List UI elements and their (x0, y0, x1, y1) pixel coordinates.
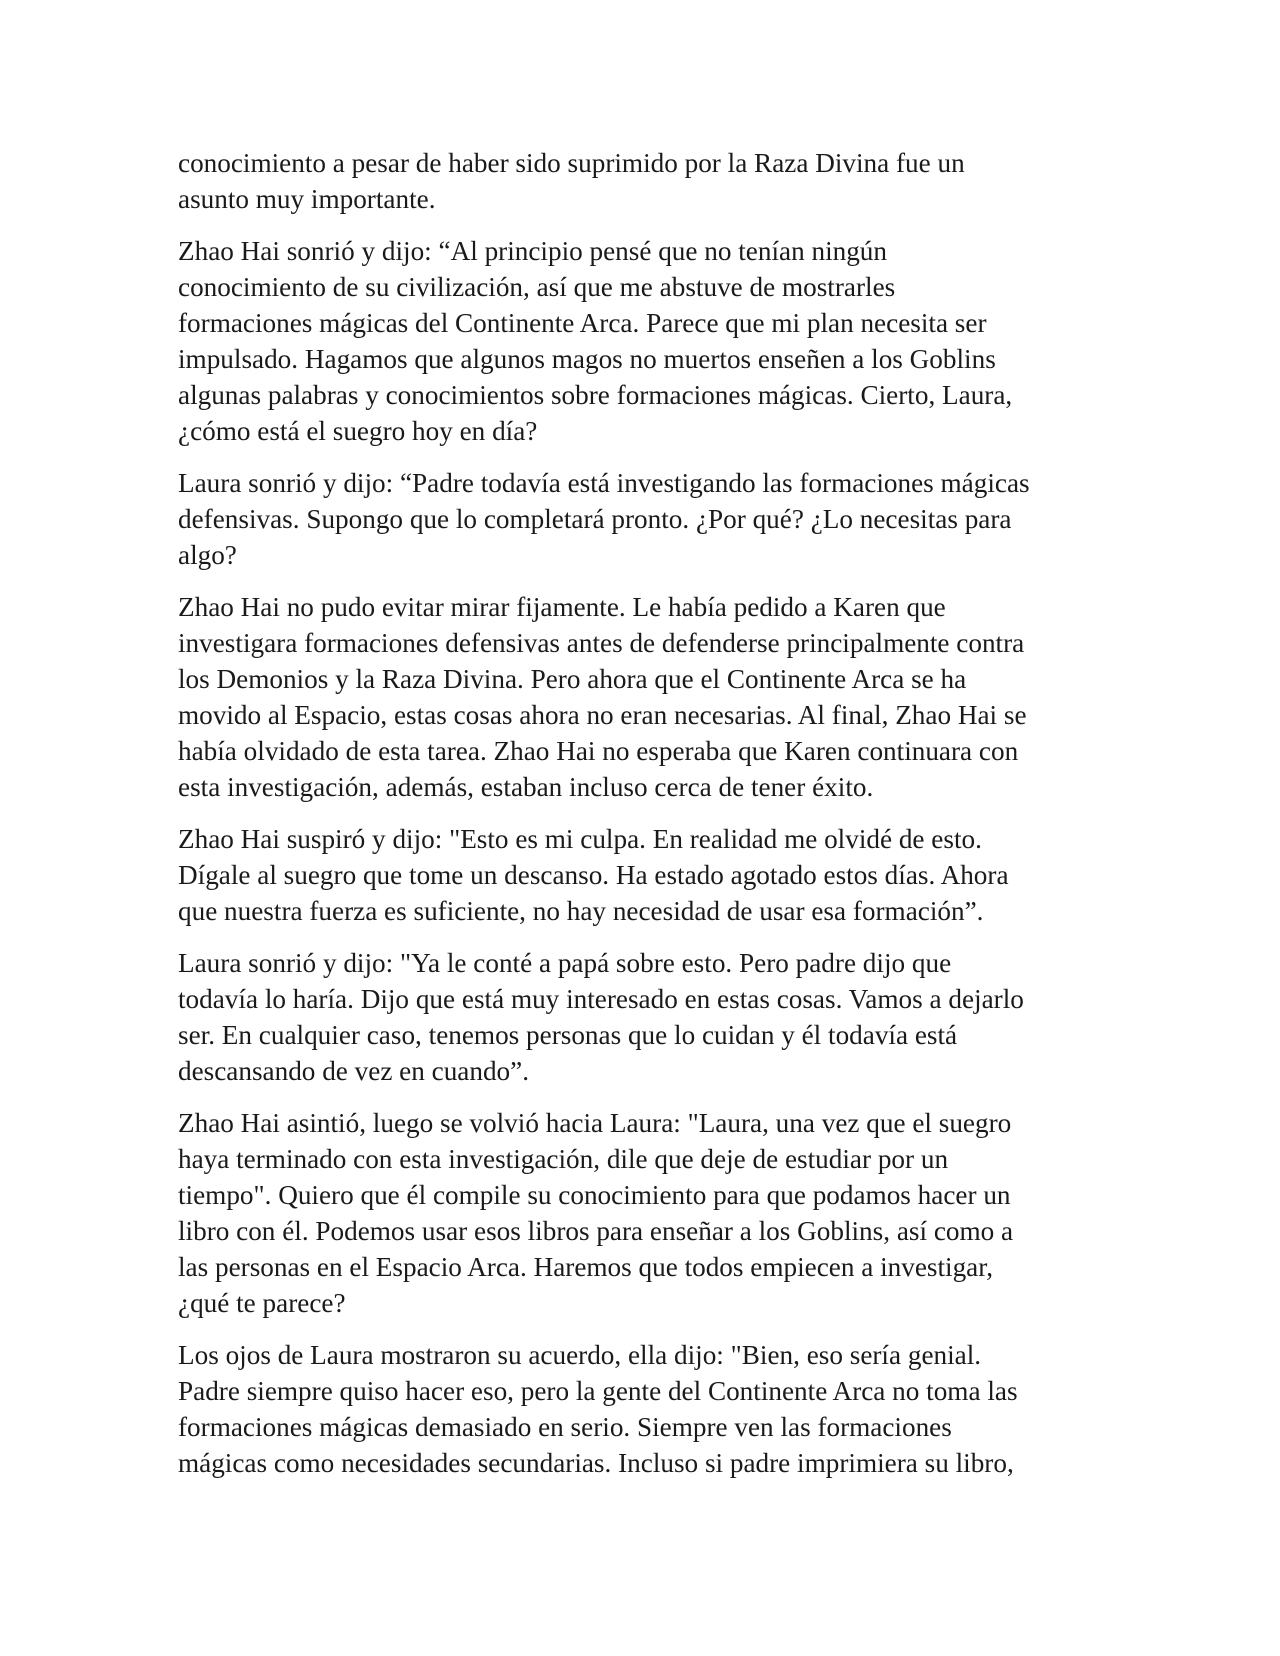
text-line: haya terminado con esta investigación, dile que deje de estudiar por un (178, 1144, 949, 1174)
text-line: formaciones mágicas demasiado en serio. Siempre ven las formaciones (178, 1412, 952, 1442)
text-line: tiempo". Quiero que él compile su conocimiento para que podamos hacer un (178, 1180, 1011, 1210)
text-line: descansando de vez en cuando”. (178, 1056, 530, 1086)
text-line: defensivas. Supongo que lo completará pronto. ¿Por qué? ¿Lo necesitas para (178, 504, 1012, 534)
text-line: libro con él. Podemos usar esos libros para enseñar a los Goblins, así como a (178, 1216, 1014, 1246)
text-line: mágicas como necesidades secundarias. Incluso si padre imprimiera su libro, (178, 1448, 1014, 1478)
text-line: ¿cómo está el suegro hoy en día? (178, 416, 538, 446)
text-line: formaciones mágicas del Continente Arca. Parece que mi plan necesita ser (178, 308, 987, 338)
paragraph (178, 1337, 1108, 1481)
text-line: las personas en el Espacio Arca. Haremos que todos empiecen a investigar, (178, 1252, 994, 1282)
text-line: todavía lo haría. Dijo que está muy interesado en estas cosas. Vamos a dejarlo (178, 984, 1024, 1014)
paragraph (178, 233, 1108, 449)
text-line: los Demonios y la Raza Divina. Pero ahora que el Continente Arca se ha (178, 664, 967, 694)
text-line: algo? (178, 540, 237, 570)
paragraph (178, 145, 1108, 217)
text-line: ser. En cualquier caso, tenemos personas que lo cuidan y él todavía está (178, 1020, 958, 1050)
paragraph (178, 589, 1108, 805)
text-line: Padre siempre quiso hacer eso, pero la gente del Continente Arca no toma las (178, 1376, 1018, 1406)
paragraph (178, 1105, 1108, 1321)
text-line: que nuestra fuerza es suficiente, no hay necesidad de usar esa formación”. (178, 896, 984, 926)
text-line: Los ojos de Laura mostraron su acuerdo, ella dijo: "Bien, eso sería genial. (178, 1340, 982, 1370)
paragraph (178, 465, 1108, 573)
text-line: algunas palabras y conocimientos sobre formaciones mágicas. Cierto, Laura, (178, 380, 1013, 410)
text-line: Zhao Hai suspiró y dijo: "Esto es mi culpa. En realidad me olvidé de esto. (178, 824, 982, 854)
text-line: Zhao Hai no pudo evitar mirar fijamente. Le había pedido a Karen que (178, 592, 946, 622)
text-line: investigara formaciones defensivas antes de defenderse principalmente contra (178, 628, 1025, 658)
text-line: ¿qué te parece? (178, 1288, 346, 1318)
paragraph (178, 821, 1108, 929)
text-line: Laura sonrió y dijo: “Padre todavía está investigando las formaciones mágicas (178, 468, 1030, 498)
text-line: asunto muy importante. (178, 184, 436, 214)
text-line: esta investigación, además, estaban incluso cerca de tener éxito. (178, 772, 874, 802)
text-line: Zhao Hai sonrió y dijo: “Al principio pensé que no tenían ningún (178, 236, 887, 266)
document-body (178, 145, 1108, 1497)
text-line: Laura sonrió y dijo: "Ya le conté a papá sobre esto. Pero padre dijo que (178, 948, 952, 978)
paragraph (178, 945, 1108, 1089)
text-line: conocimiento de su civilización, así que me abstuve de mostrarles (178, 272, 896, 302)
text-line: había olvidado de esta tarea. Zhao Hai no esperaba que Karen continuara con (178, 736, 1019, 766)
text-line: impulsado. Hagamos que algunos magos no muertos enseñen a los Goblins (178, 344, 996, 374)
text-line: movido al Espacio, estas cosas ahora no eran necesarias. Al final, Zhao Hai se (178, 700, 1027, 730)
text-line: conocimiento a pesar de haber sido suprimido por la Raza Divina fue un (178, 148, 965, 178)
text-line: Zhao Hai asintió, luego se volvió hacia Laura: "Laura, una vez que el suegro (178, 1108, 1012, 1138)
text-line: Dígale al suegro que tome un descanso. Ha estado agotado estos días. Ahora (178, 860, 1009, 890)
